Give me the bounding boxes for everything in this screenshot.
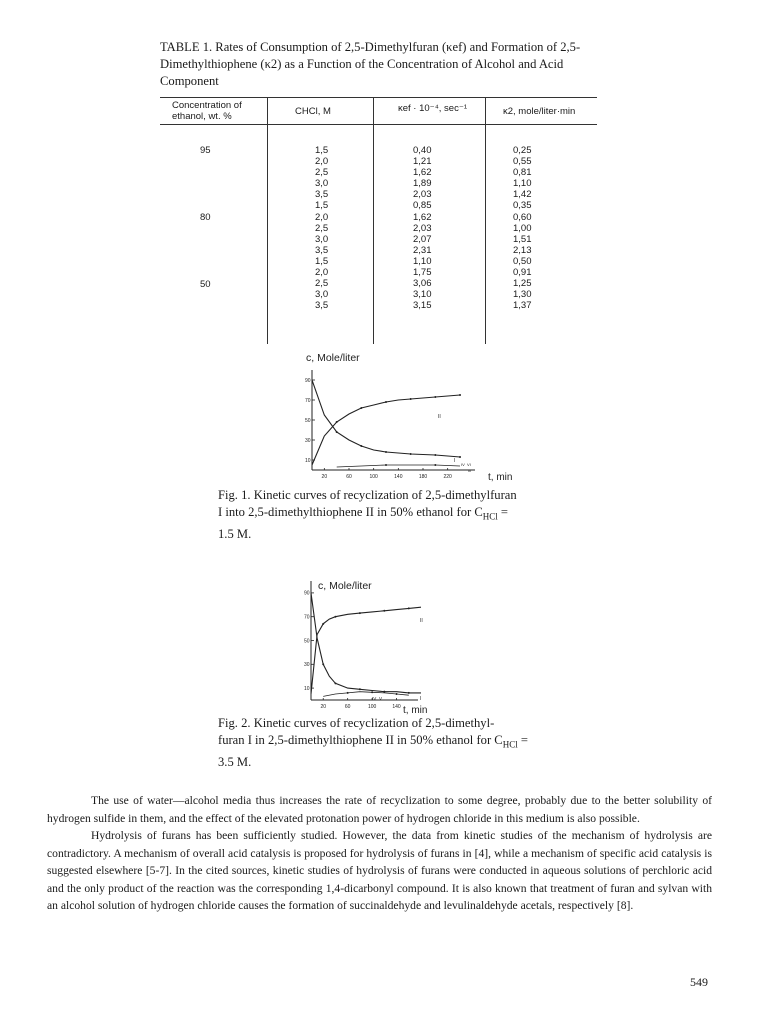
table-cell: 1,62 — [413, 167, 432, 179]
table-divider — [373, 97, 374, 344]
data-point — [359, 688, 361, 690]
table-cell: 1,42 — [513, 189, 532, 201]
data-point — [336, 431, 338, 433]
fig1-label-III: III — [468, 468, 472, 473]
table-cell: 1,5 — [315, 200, 329, 212]
body-text — [47, 792, 712, 915]
table-cell: 3,5 — [315, 300, 329, 312]
table-cell: 1,5 — [315, 255, 329, 267]
data-point — [322, 663, 324, 665]
table-cell: 0,40 — [413, 145, 432, 156]
x-tick-label: 20 — [320, 704, 327, 710]
series-line-II — [311, 607, 421, 694]
y-tick-label: 10 — [303, 685, 310, 692]
table-divider — [267, 97, 268, 344]
table-cell: 3,10 — [413, 289, 432, 301]
table-header-ethanol-line1: Concentration of — [172, 100, 242, 111]
ethanol-95: 95 — [200, 145, 211, 156]
hcl-column — [315, 145, 328, 311]
series-line-III — [337, 465, 460, 467]
data-point — [408, 692, 410, 694]
data-point — [385, 401, 387, 403]
data-point — [360, 407, 362, 409]
data-point — [459, 456, 461, 458]
table-cell: 3,15 — [413, 300, 432, 312]
table-top-rule — [160, 97, 597, 98]
table-cell: 3,5 — [315, 244, 329, 256]
data-point — [434, 464, 436, 466]
fig1-chart — [290, 348, 520, 484]
table-cell: 1,10 — [513, 178, 532, 190]
data-point — [334, 682, 336, 684]
table-cell: 0,85 — [413, 200, 432, 212]
table-cell: 1,62 — [413, 211, 432, 223]
fig1-label-II: II — [438, 414, 441, 420]
data-point — [385, 464, 387, 466]
table-header-hcl: CHCl, M — [295, 106, 331, 117]
table-cell: 1,37 — [513, 300, 532, 312]
y-tick-label: 30 — [303, 662, 310, 669]
x-tick-label: 20 — [321, 474, 328, 480]
table-header-kef: κef · 10⁻⁴, sec⁻¹ — [398, 103, 468, 114]
data-point — [459, 394, 461, 396]
table-header-rule — [160, 124, 597, 125]
x-tick-label: 140 — [394, 474, 403, 480]
table-cell: 1,10 — [413, 255, 432, 267]
table-cell: 2,5 — [315, 222, 329, 234]
fig1-caption: Fig. 1. Kinetic curves of recyclization of 2,5-dimethylfuran I into 2,5-dimethylthiophene II in 50% ethanol for $C_{HCl}$ = 1.5 M. — [218, 488, 517, 541]
table-cell: 2,0 — [315, 156, 329, 168]
fig2-ylabel: c, Mole/liter — [318, 580, 372, 592]
fig2-label-V: V — [379, 696, 383, 701]
table-cell: 1,00 — [513, 222, 532, 234]
data-point — [359, 612, 361, 614]
table-cell: 3,5 — [315, 189, 329, 201]
fig1-xlabel: t, min — [488, 472, 513, 483]
table-cell: 1,21 — [413, 156, 432, 168]
table-cell: 2,5 — [315, 278, 329, 290]
x-tick-label: 100 — [367, 704, 377, 710]
x-tick-label: 60 — [344, 704, 351, 710]
y-tick-label: 70 — [303, 614, 310, 621]
data-point — [396, 693, 398, 695]
table-cell: 0,35 — [513, 200, 532, 212]
y-tick-label: 90 — [304, 377, 311, 384]
data-point — [322, 623, 324, 625]
data-point — [410, 453, 412, 455]
fig2-label-I: I — [420, 696, 422, 702]
table-cell: 2,5 — [315, 167, 329, 179]
fig1-label-I: I — [454, 458, 456, 464]
table-cell: 0,91 — [513, 267, 532, 279]
table-cell: 2,31 — [413, 244, 432, 256]
x-tick-label: 180 — [418, 474, 428, 480]
table-cell: 2,03 — [413, 189, 432, 201]
table-cell: 2,13 — [513, 244, 532, 256]
fig2-chart — [296, 575, 528, 715]
data-point — [408, 607, 410, 609]
data-point — [371, 691, 373, 693]
fig2-label-IV: IV — [372, 696, 377, 701]
fig2-label-II: II — [420, 618, 423, 624]
data-point — [434, 396, 436, 398]
table-cell: 2,0 — [315, 267, 329, 279]
table-cell: 1,51 — [513, 233, 532, 245]
series-line-I — [311, 593, 421, 693]
data-point — [385, 451, 387, 453]
data-point — [383, 610, 385, 612]
table-cell: 2,07 — [413, 233, 432, 245]
table-cell: 2,03 — [413, 222, 432, 234]
page-number: 549 — [690, 975, 708, 989]
fig1-label-VI: VI — [467, 462, 471, 467]
data-point — [336, 421, 338, 423]
ethanol-80: 80 — [200, 212, 211, 223]
table-cell: 1,89 — [413, 178, 432, 190]
data-point — [347, 692, 349, 694]
fig2-xlabel: t, min — [403, 705, 428, 715]
ethanol-50: 50 — [200, 279, 211, 290]
data-point — [383, 691, 385, 693]
table-header-k2: κ2, mole/liter·min — [503, 106, 576, 117]
x-tick-label: 140 — [392, 704, 401, 710]
fig1-label-IV: IV — [461, 462, 465, 467]
paragraph: The use of water—alcohol media thus increases the rate of recyclization to some degree, probably due to the better solubility of hydrogen sulfide in them, and the effect of the elevated protonation power of hydrogen chloride in this medium is also possible. — [47, 794, 712, 825]
y-tick-label: 10 — [304, 457, 311, 464]
table-cell: 1,5 — [315, 145, 329, 156]
table-cell: 0,55 — [513, 156, 532, 168]
fig1-ylabel: c, Mole/liter — [306, 352, 360, 364]
y-tick-label: 30 — [304, 437, 311, 444]
table-cell: 1,75 — [413, 267, 432, 279]
table-cell: 0,25 — [513, 145, 532, 156]
data-point — [434, 454, 436, 456]
y-tick-label: 50 — [303, 638, 310, 645]
table-header-ethanol-line2: ethanol, wt. % — [172, 111, 232, 122]
x-tick-label: 60 — [346, 474, 352, 480]
table-cell: 1,25 — [513, 278, 532, 290]
table-cell: 3,0 — [315, 289, 329, 301]
x-tick-label: 100 — [369, 474, 378, 480]
table-cell: 3,06 — [413, 278, 432, 290]
y-tick-label: 70 — [304, 397, 311, 404]
kef-column — [413, 145, 432, 311]
k2-column — [513, 145, 532, 311]
y-tick-label: 50 — [304, 417, 311, 424]
x-tick-label: 220 — [443, 474, 452, 480]
table-caption: TABLE 1. Rates of Consumption of 2,5-Dimethylfuran (κef) and Formation of 2,5-Dimethylthiophene (κ2) as a Function of the Concentration of Alcohol and Acid Component — [160, 40, 581, 88]
table-cell: 3,0 — [315, 233, 329, 245]
table-cell: 1,30 — [513, 289, 532, 301]
data-point — [334, 616, 336, 618]
table-cell: 2,0 — [315, 211, 329, 223]
table-cell: 0,60 — [513, 211, 532, 223]
y-tick-label: 90 — [303, 590, 310, 597]
table-cell: 0,81 — [513, 167, 532, 179]
table-cell: 3,0 — [315, 178, 329, 190]
data-point — [360, 445, 362, 447]
table-divider — [485, 97, 486, 344]
table-cell: 0,50 — [513, 255, 532, 267]
series-line-II — [312, 395, 460, 465]
data-point — [410, 398, 412, 400]
fig2-caption: Fig. 2. Kinetic curves of recyclization of 2,5-dimethyl- furan I in 2,5-dimethylthiophene II in 50% ethanol for $C_{HCl}$ = 3.5 M. — [218, 716, 528, 769]
paragraph: Hydrolysis of furans has been sufficiently studied. However, the data from kinetic studies of the mechanism of hydrolysis are contradictory. A mechanism of overall acid catalysis is proposed for hydrolysis of furans in [4], while a mechanism of specific acid catalysis is suggested elsewhere [5-7]. In the cited sources, kinetic studies of hydrolysis of furans were conducted in aqueous solutions of perchloric acid and the only product of the reaction was the corresponding 1,4-dicarbonyl compound. It is also known that treatment of furan and sylvan with an alcohol solution of hydrogen chloride causes the formation of succinaldehyde and levulinaldehyde acetals, respectively [8]. — [47, 829, 712, 912]
